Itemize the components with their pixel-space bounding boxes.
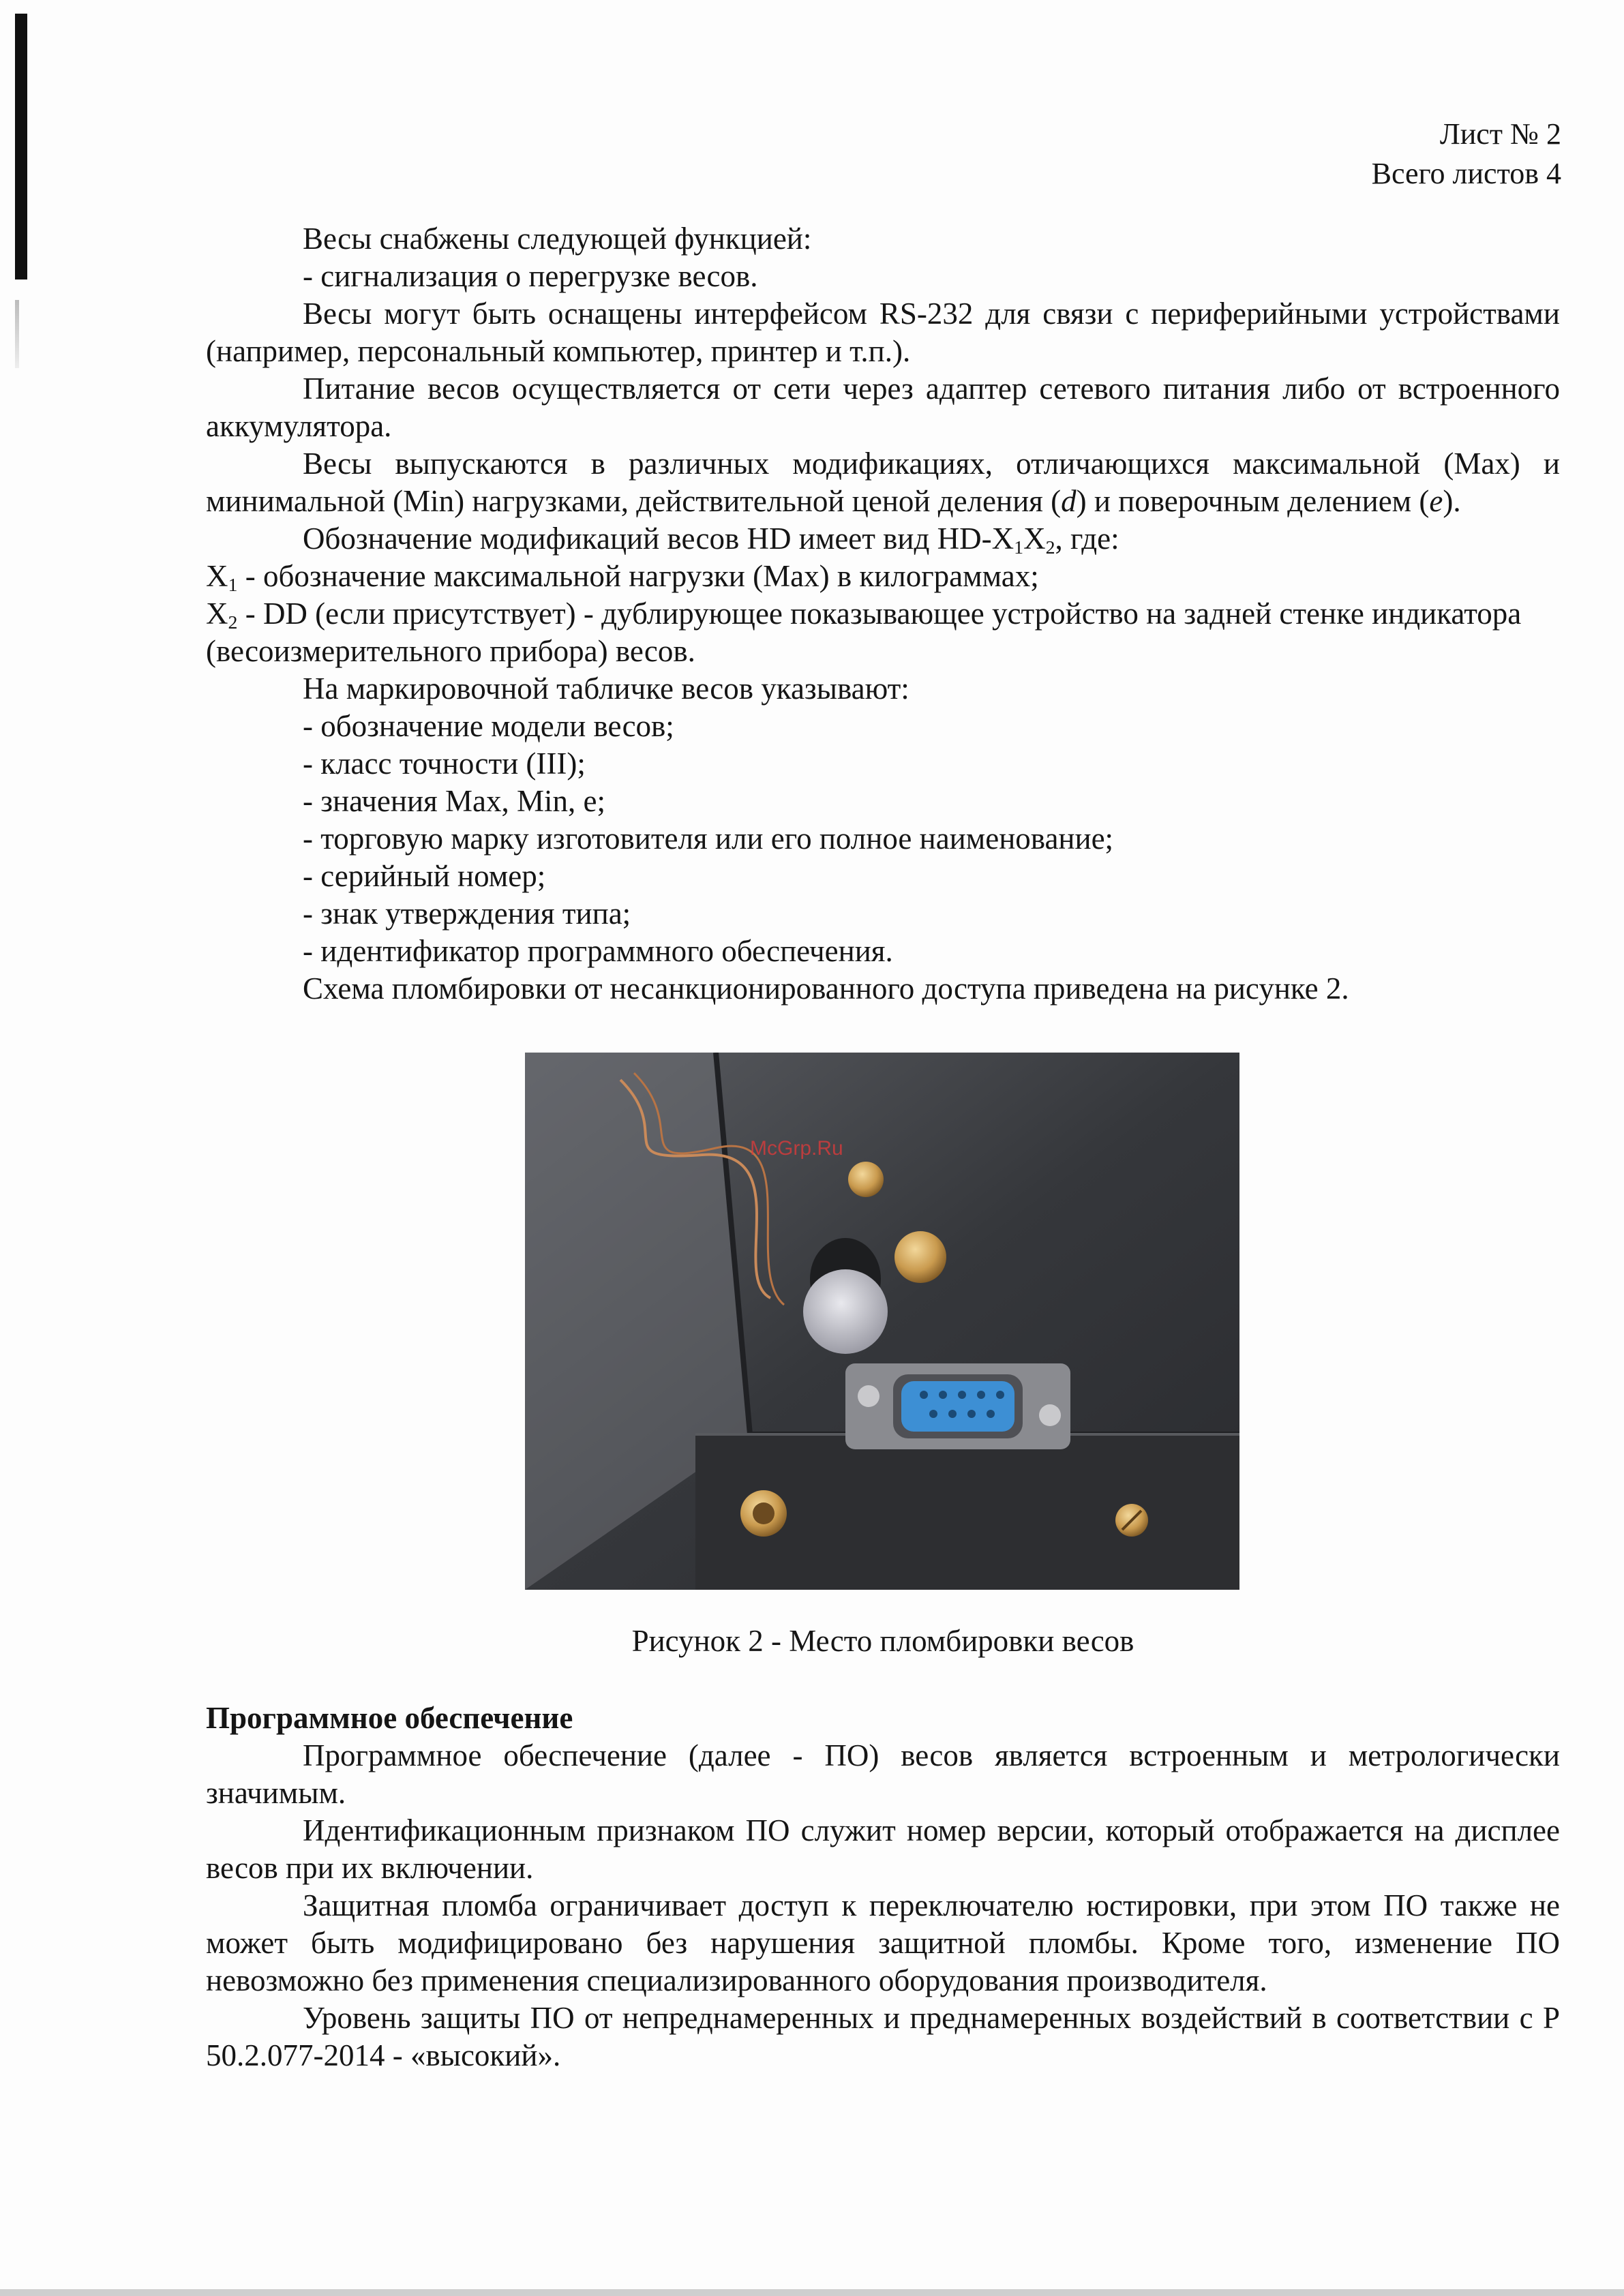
- designation-pre: Обозначение модификаций весов HD имеет вид HD-X: [303, 522, 1014, 556]
- software-section: [206, 1700, 1560, 2074]
- x2-text: - DD (если присутствует) - дублирующее показывающее устройство на задней стенке индикатора (весоизмерительного прибора) весов.: [206, 596, 1522, 668]
- marking-item: - знак утверждения типа;: [303, 896, 631, 931]
- software-paragraph-4: Уровень защиты ПО от непреднамеренных и преднамеренных воздействий в соответствии с Р 50.2.077-2014 - «высокий».: [206, 2001, 1560, 2072]
- modifications-text-2: ) и поверочным делением (: [1076, 484, 1430, 518]
- modifications-paragraph: [206, 445, 1560, 520]
- interface-paragraph: Весы могут быть оснащены интерфейсом RS-232 для связи с периферийными устройствами (например, персональный компьютер, принтер и т.п.).: [206, 297, 1560, 368]
- designation-sub-2: 2: [1045, 537, 1055, 558]
- x1-label: X: [206, 559, 228, 593]
- x1-text: - обозначение максимальной нагрузки (Max) в килограммах;: [237, 559, 1039, 593]
- symbol-e: e: [1429, 484, 1443, 518]
- power-paragraph: Питание весов осуществляется от сети через адаптер сетевого питания либо от встроенного аккумулятора.: [206, 372, 1560, 443]
- software-paragraph-2: Идентификационным признаком ПО служит номер версии, который отображается на дисплее весов при их включении.: [206, 1813, 1560, 1885]
- marking-item: - обозначение модели весов;: [303, 709, 674, 743]
- symbol-d: d: [1061, 484, 1077, 518]
- seal-photo-illustration: [525, 1053, 1239, 1590]
- modifications-text-1: Весы выпускаются в различных модификациях, отличающихся максимальной (Max) и минимальной (Min) нагрузками, действительной ценой деления (: [206, 447, 1560, 518]
- intro-section: [206, 220, 1560, 1008]
- software-paragraph-3: Защитная пломба ограничивает доступ к переключателю юстировки, при этом ПО также не может быть модифицировано без нарушения защитной пломбы. Кроме того, изменение ПО невозможно без применения специализированного оборудования производителя.: [206, 1888, 1560, 1997]
- scan-shadow-bottom: [0, 2289, 1624, 2296]
- marking-item: - торговую марку изготовителя или его полное наименование;: [303, 821, 1114, 856]
- x1-definition: [206, 558, 1560, 595]
- marking-item: - идентификатор программного обеспечения.: [303, 934, 893, 968]
- scan-shadow-left-faint: [15, 300, 19, 368]
- sheet-total: Всего листов 4: [1371, 157, 1561, 190]
- x2-sub: 2: [228, 611, 238, 633]
- software-title: Программное обеспечение: [206, 1701, 573, 1735]
- designation-sub-1: 1: [1014, 537, 1024, 558]
- functions-heading: Весы снабжены следующей функцией:: [303, 222, 812, 256]
- marking-item: - значения Max, Min, e;: [303, 784, 605, 818]
- scan-shadow-left: [15, 14, 27, 280]
- x1-sub: 1: [228, 574, 238, 596]
- figure-caption: Рисунок 2 - Место пломбировки весов: [631, 1624, 1134, 1658]
- designation-mid: X: [1023, 522, 1046, 556]
- modifications-text-3: ).: [1443, 484, 1461, 518]
- marking-item: - класс точности (III);: [303, 746, 586, 781]
- x2-definition: [206, 595, 1560, 670]
- sheet-number: Лист № 2: [1439, 117, 1561, 151]
- x2-label: X: [206, 596, 228, 631]
- designation-post: , где:: [1055, 522, 1119, 556]
- watermark-text: McGrp.Ru: [750, 1137, 843, 1160]
- sheet-header: [1372, 115, 1561, 194]
- seal-location-photo: [525, 1053, 1239, 1590]
- marking-item: - серийный номер;: [303, 859, 546, 893]
- marking-heading: На маркировочной табличке весов указывают:: [303, 671, 909, 706]
- function-item: - сигнализация о перегрузке весов.: [303, 259, 758, 293]
- software-paragraph-1: Программное обеспечение (далее - ПО) весов является встроенным и метрологически значимым.: [206, 1738, 1560, 1810]
- designation-paragraph: [206, 520, 1560, 558]
- seal-scheme-sentence: Схема пломбировки от несанкционированного доступа приведена на рисунке 2.: [303, 971, 1349, 1006]
